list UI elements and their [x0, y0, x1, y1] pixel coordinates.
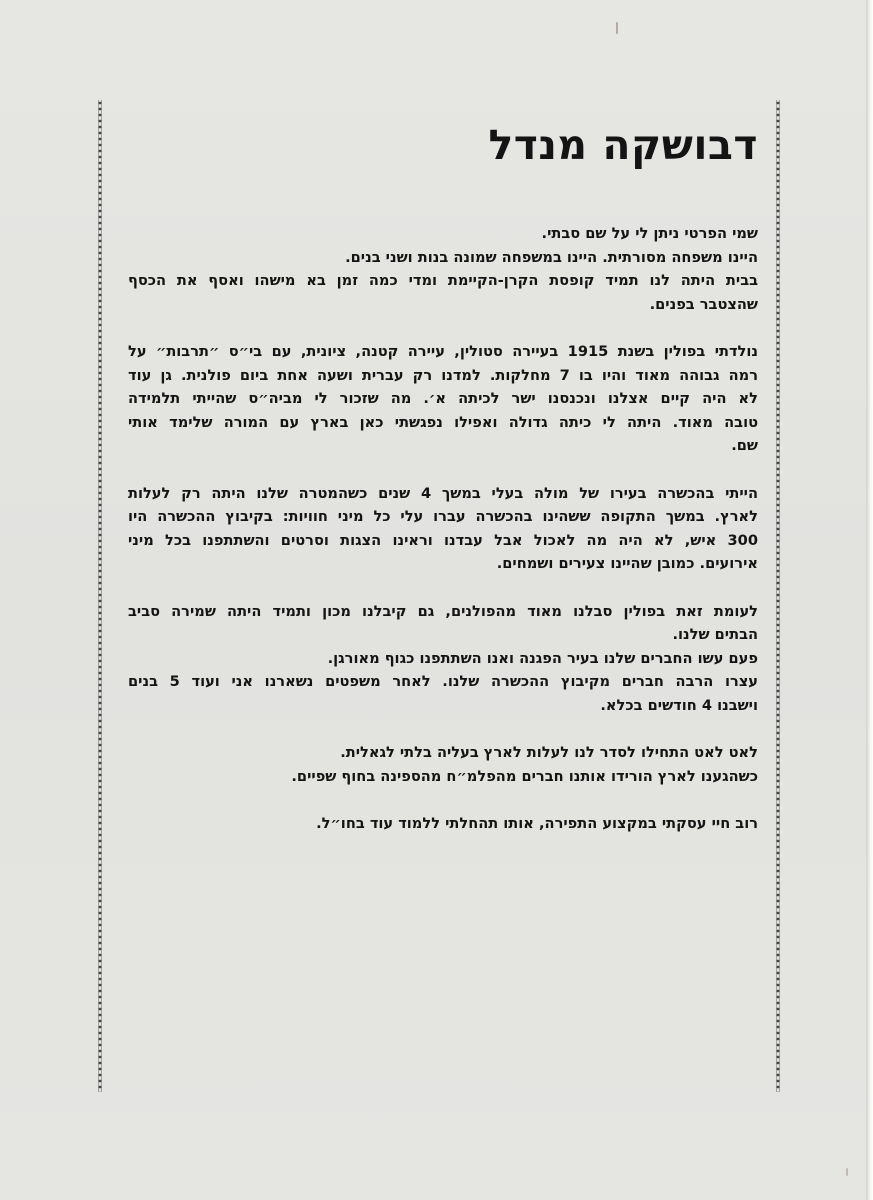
text-line: כשהגענו לארץ הורידו אותנו חברים מהפלמ״ח מהספינה בחוף שפיים.: [291, 767, 758, 785]
paragraph-poland: [128, 600, 758, 718]
scan-edge: [866, 0, 873, 1200]
page-title: דבושקה מנדל: [488, 121, 758, 169]
text-line: וישבנו 4 חודשים בכלא.: [600, 696, 758, 714]
text-line: רמה גבוהה מאוד והיו בו 7 מחלקות. למדנו רק עברית ושעה אחת ביום פולנית. גן עוד: [128, 366, 758, 384]
text-line: נולדתי בפולין בשנת 1915 בעיירה סטולין, עיירה קטנה, ציונית, עם בי״ס ״תרבות״ על: [128, 342, 758, 360]
decorative-border-left: [97, 100, 103, 1092]
text-line: אירועים. כמובן שהיינו צעירים ושמחים.: [496, 555, 758, 573]
text-line: רוב חיי עסקתי במקצוע התפירה, אותו תהחלתי ללמוד עוד בחו״ל.: [316, 814, 758, 832]
text-line: שם.: [731, 437, 758, 455]
text-line: לעומת זאת בפולין סבלנו מאוד מהפולנים, גם קיבלנו מכון ותמיד היתה שמירה סביב: [128, 602, 758, 620]
text-line: טובה מאוד. היתה לי כיתה גדולה ואפילו נפגשתי כאן בארץ עם המורה שלימד אותי: [128, 413, 758, 431]
document-content: [128, 118, 758, 859]
paragraph-hachshara: [128, 482, 758, 576]
paragraph-profession: [128, 812, 758, 836]
decorative-border-right: [775, 100, 781, 1092]
text-line: הייתי בהכשרה בעירו של מולה בעלי במשך 4 שנים כשהמטרה שלנו היתה רק לעלות: [128, 484, 758, 502]
text-line: בבית היתה לנו תמיד קופסת הקרן-הקיימת ומדי כמה זמן בא מישהו ואסף את הכסף: [128, 272, 758, 290]
scan-speck: [846, 1168, 848, 1176]
text-line: פעם עשו החברים שלנו בעיר הפגנה ואנו השתתפנו כגוף מאורגן.: [327, 649, 758, 667]
text-line: 300 איש, לא היה מה לאכול אבל עבדנו וראינו הצגות וסרטים והשתתפנו בכל מיני: [128, 531, 758, 549]
paragraph-childhood: [128, 340, 758, 458]
text-line: לארץ. במשך התקופה ששהינו בהכשרה עברו עלי כל מיני חוויות: בקיבוץ ההכשרה היו: [128, 508, 758, 526]
text-line: היינו משפחה מסורתית. היינו במשפחה שמונה בנות ושני בנים.: [345, 248, 758, 266]
text-line: לא היה קיים אצלנו ונכנסנו ישר לכיתה א׳. מה שזכור לי מביה״ס שהייתי תלמידה: [128, 390, 758, 408]
paragraph-family: [128, 222, 758, 316]
text-line: הבתים שלנו.: [672, 626, 758, 644]
text-line: שמי הפרטי ניתן לי על שם סבתי.: [541, 225, 758, 242]
text-line: לאט לאט התחילו לסדר לנו לעלות לארץ בעליה בלתי לגאלית.: [340, 744, 758, 762]
paragraph-aliyah: [128, 741, 758, 788]
text-line: עצרו הרבה חברים מקיבוץ ההכשרה שלנו. לאחר משפטים נשארנו אני ועוד 5 בנים: [128, 673, 759, 691]
scan-speck: [616, 22, 618, 34]
text-line: שהצטבר בפנים.: [649, 295, 758, 313]
